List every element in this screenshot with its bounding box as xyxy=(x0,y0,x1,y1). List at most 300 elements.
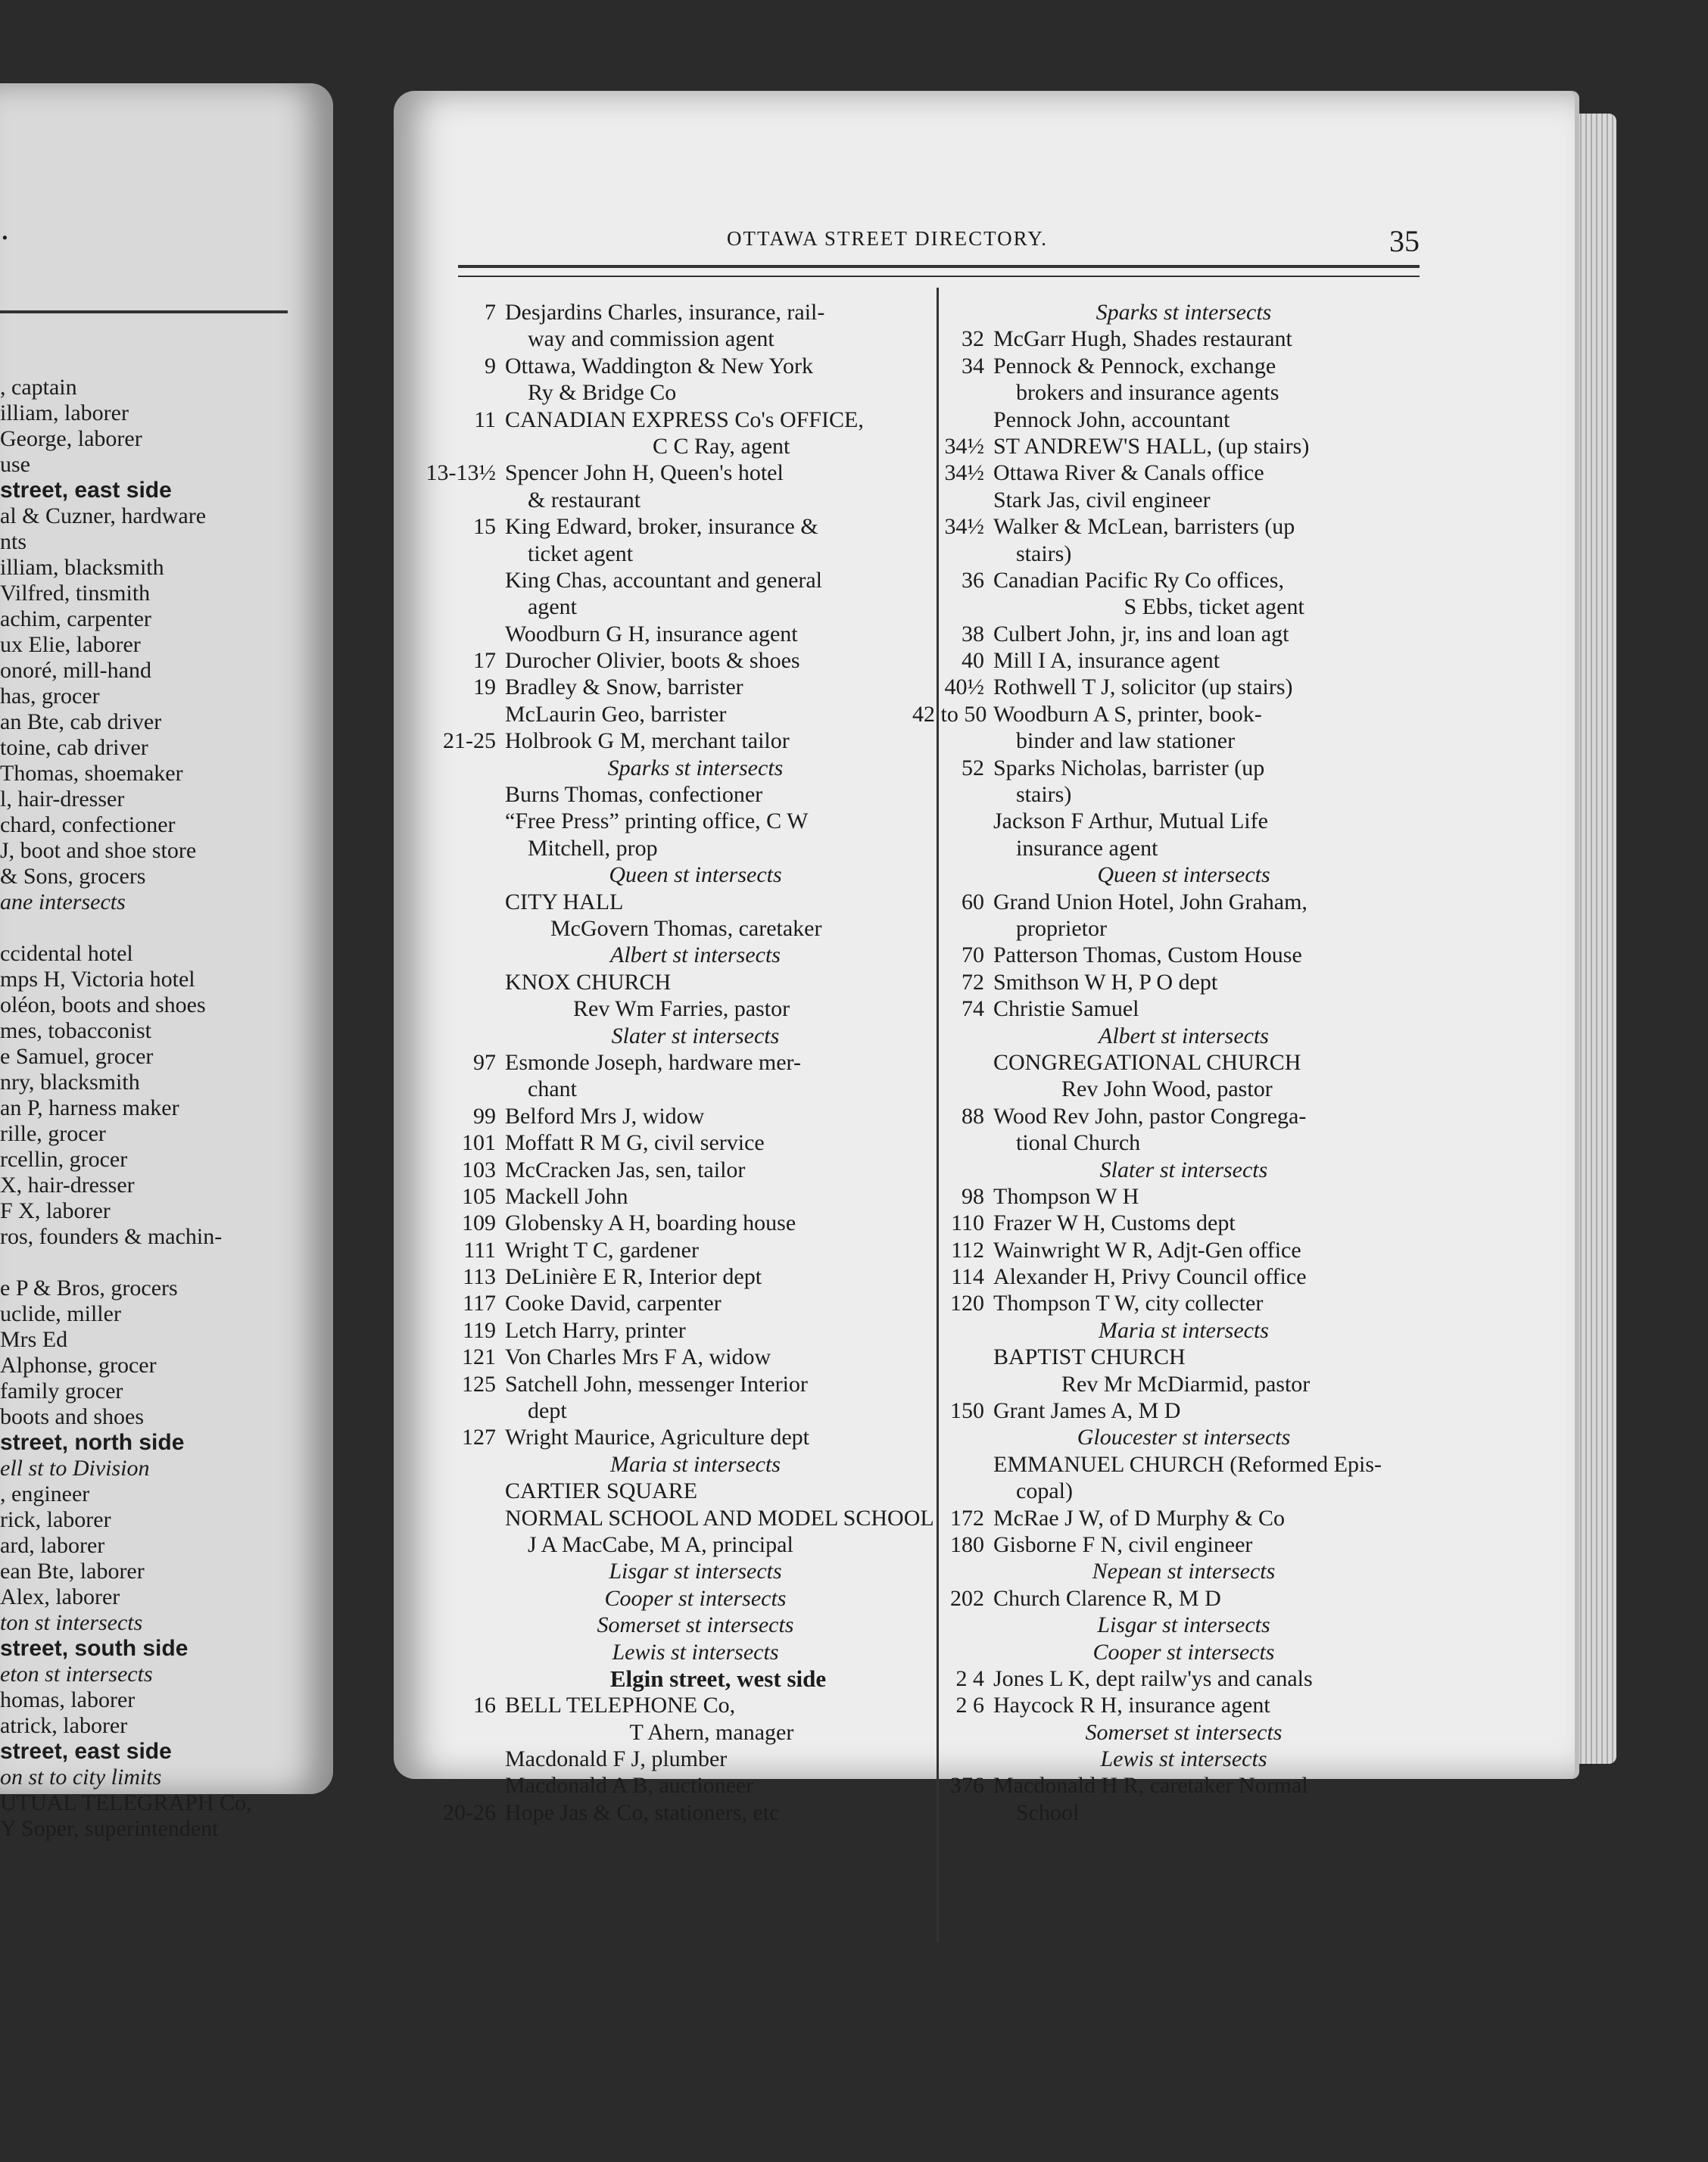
directory-entry xyxy=(912,326,1420,352)
entry-text: dept xyxy=(505,1398,567,1424)
left-fragment-line: rcellin, grocer xyxy=(0,1147,128,1172)
entry-text: “Free Press” printing office, C W xyxy=(505,808,809,834)
directory-entry xyxy=(912,513,1420,540)
directory-entry xyxy=(912,487,1420,513)
house-number: 180 xyxy=(950,1531,984,1557)
left-fragment-line: uclide, miller xyxy=(0,1301,121,1326)
house-number xyxy=(912,1076,993,1102)
entry-text: Satchell John, messenger Interior xyxy=(505,1371,808,1397)
left-fragment-line: rick, laborer xyxy=(0,1507,111,1532)
house-number: 34 xyxy=(962,353,984,379)
entry-text: Canadian Pacific Ry Co offices, xyxy=(993,567,1284,593)
house-number xyxy=(912,1023,993,1049)
directory-entry xyxy=(912,1665,1420,1692)
directory-entry xyxy=(424,1692,931,1718)
entry-text: Ry & Bridge Co xyxy=(505,380,677,406)
entry-text: BAPTIST CHURCH xyxy=(993,1344,1186,1370)
house-number xyxy=(912,1424,993,1450)
entry-text: Lewis st intersects xyxy=(612,1639,779,1665)
directory-entry xyxy=(912,755,1420,781)
house-number: 16 xyxy=(473,1693,496,1718)
left-fragment-line: George, laborer xyxy=(0,426,142,451)
house-number: 7 xyxy=(485,300,496,325)
entry-text: agent xyxy=(505,594,577,620)
house-number: 103 xyxy=(462,1157,496,1182)
entry-text: Hope Jas & Co, stationers, etc xyxy=(505,1799,780,1825)
directory-entry xyxy=(912,593,1420,620)
left-fragment-line: J, boot and shoe store xyxy=(0,838,197,863)
house-number: 60 xyxy=(962,889,984,914)
entry-text: CARTIER SQUARE xyxy=(505,1478,698,1504)
left-fragment-line: ton st intersects xyxy=(0,1610,143,1635)
directory-entry xyxy=(912,1505,1420,1531)
directory-entry xyxy=(424,1157,931,1183)
house-number xyxy=(912,1451,993,1478)
entry-text: Sparks st intersects xyxy=(607,755,784,780)
directory-entry xyxy=(912,460,1420,486)
left-page-lines xyxy=(0,375,318,1842)
entry-text: Jones L K, dept railw'ys and canals xyxy=(993,1665,1313,1691)
directory-entry xyxy=(424,889,931,915)
directory-entry xyxy=(912,781,1420,808)
entry-text: Nepean st intersects xyxy=(1092,1559,1276,1584)
house-number xyxy=(424,593,505,620)
entry-text: Culbert John, jr, ins and loan agt xyxy=(993,621,1289,646)
house-number: 114 xyxy=(951,1264,984,1290)
house-number xyxy=(912,727,993,754)
house-number: 72 xyxy=(962,969,984,995)
left-fragment-line: ean Bte, laborer xyxy=(0,1559,145,1584)
entry-text: Cooper st intersects xyxy=(604,1585,787,1611)
house-number xyxy=(424,915,505,942)
entry-text: Ottawa, Waddington & New York xyxy=(505,353,814,379)
intersection-heading xyxy=(424,1639,931,1665)
entry-text: Elgin street, west side xyxy=(609,1665,827,1692)
directory-entry xyxy=(912,1263,1420,1290)
entry-text: insurance agent xyxy=(993,835,1158,861)
intersection-heading xyxy=(912,1157,1420,1183)
house-number: 117 xyxy=(463,1291,496,1316)
directory-entry xyxy=(424,1103,931,1129)
directory-entry xyxy=(424,1424,931,1450)
entry-text: proprietor xyxy=(993,915,1107,941)
directory-entry xyxy=(424,567,931,593)
left-fragment-line: Alphonse, grocer xyxy=(0,1353,157,1378)
house-number: 113 xyxy=(463,1264,496,1290)
entry-text: C C Ray, agent xyxy=(505,433,790,459)
house-number: 376 xyxy=(950,1773,984,1799)
entry-text: Alexander H, Privy Council office xyxy=(993,1264,1307,1290)
left-fragment-line: UTUAL TELEGRAPH Co, xyxy=(0,1790,252,1815)
intersection-heading xyxy=(912,861,1420,888)
house-number xyxy=(424,889,505,915)
entry-text: Slater st intersects xyxy=(1099,1157,1268,1182)
house-number xyxy=(424,1397,505,1424)
house-number: 112 xyxy=(951,1237,984,1263)
left-fragment-line: on st to city limits xyxy=(0,1765,162,1790)
directory-entry xyxy=(424,1397,931,1424)
entry-text: Wainwright W R, Adjt-Gen office xyxy=(993,1237,1301,1263)
directory-entry xyxy=(424,969,931,995)
left-fragment-line: family grocer xyxy=(0,1379,123,1403)
house-number: 13-13½ xyxy=(425,460,496,486)
directory-entry xyxy=(424,353,931,379)
house-number xyxy=(912,407,993,433)
house-number xyxy=(424,621,505,647)
directory-entry xyxy=(912,835,1420,861)
entry-text: Burns Thomas, confectioner xyxy=(505,782,763,808)
entry-text: Haycock R H, insurance agent xyxy=(993,1693,1270,1718)
left-column xyxy=(424,299,934,1826)
intersection-heading xyxy=(912,1317,1420,1344)
entry-text: Slater st intersects xyxy=(611,1023,780,1048)
house-number xyxy=(424,969,505,995)
house-number: 70 xyxy=(962,942,984,968)
entry-text: Grant James A, M D xyxy=(993,1398,1181,1424)
house-number xyxy=(912,1746,993,1772)
entry-text: Lisgar st intersects xyxy=(1097,1612,1270,1638)
house-number xyxy=(424,379,505,406)
directory-entry xyxy=(912,1049,1420,1076)
directory-entry xyxy=(424,915,931,942)
house-number xyxy=(424,861,505,888)
directory-entry xyxy=(424,1210,931,1236)
page-number: 35 xyxy=(1389,224,1420,258)
entry-text: Letch Harry, printer xyxy=(505,1317,686,1343)
intersection-heading xyxy=(424,1612,931,1638)
entry-text: EMMANUEL CHURCH (Reformed Epis- xyxy=(993,1451,1382,1477)
house-number xyxy=(424,1719,505,1746)
entry-text: Sparks Nicholas, barrister (up xyxy=(993,755,1265,780)
directory-entry xyxy=(424,727,931,754)
entry-text: Lisgar st intersects xyxy=(609,1559,782,1584)
entry-text: Gisborne F N, civil engineer xyxy=(993,1531,1253,1557)
entry-text: McRae J W, of D Murphy & Co xyxy=(993,1505,1285,1531)
left-fragment-line: , captain xyxy=(0,375,77,400)
entry-text: Von Charles Mrs F A, widow xyxy=(505,1344,771,1370)
entry-text: McGarr Hugh, Shades restaurant xyxy=(993,326,1292,352)
house-number xyxy=(912,1799,993,1826)
directory-entry xyxy=(424,326,931,352)
house-number xyxy=(424,433,505,460)
entry-text: Bradley & Snow, barrister xyxy=(505,674,743,700)
entry-text: School xyxy=(993,1799,1080,1825)
left-fragment-line: achim, carpenter xyxy=(0,606,151,631)
entry-text: Pennock John, accountant xyxy=(993,407,1230,432)
house-number: 42 to 50 xyxy=(912,701,987,727)
right-column xyxy=(912,299,1420,1826)
house-number: 11 xyxy=(474,407,496,432)
directory-entry xyxy=(424,460,931,486)
entry-text: J A MacCabe, M A, principal xyxy=(505,1531,793,1557)
directory-entry xyxy=(912,647,1420,674)
intersection-heading xyxy=(912,1746,1420,1772)
directory-entry xyxy=(912,433,1420,460)
entry-text: Macdonald F J, plumber xyxy=(505,1746,728,1772)
house-number: 38 xyxy=(962,621,984,646)
left-fragment-line: boots and shoes xyxy=(0,1404,144,1429)
left-fragment-line: mes, tobacconist xyxy=(0,1018,151,1043)
directory-entry xyxy=(424,1129,931,1156)
left-fragment-line: ane intersects xyxy=(0,889,126,914)
house-number xyxy=(912,915,993,942)
intersection-heading xyxy=(424,1023,931,1049)
left-fragment-line: Alex, laborer xyxy=(0,1584,120,1609)
directory-entry xyxy=(912,379,1420,406)
entry-text: Desjardins Charles, insurance, rail- xyxy=(505,300,825,325)
left-fragment-line: mps H, Victoria hotel xyxy=(0,967,195,992)
house-number xyxy=(424,326,505,352)
house-number: 99 xyxy=(473,1103,496,1129)
house-number: 125 xyxy=(462,1371,496,1397)
intersection-heading xyxy=(424,755,931,781)
directory-entry xyxy=(424,433,931,460)
directory-entry xyxy=(912,1210,1420,1236)
directory-entry xyxy=(912,995,1420,1022)
entry-text: Maria st intersects xyxy=(610,1451,781,1477)
intersection-heading xyxy=(912,1639,1420,1665)
entry-text: brokers and insurance agents xyxy=(993,380,1279,406)
house-number xyxy=(424,1558,505,1584)
street-heading xyxy=(424,1665,931,1692)
left-fragment-line xyxy=(0,915,318,941)
house-number xyxy=(424,1746,505,1772)
house-number: 109 xyxy=(462,1210,496,1236)
house-number: 15 xyxy=(473,514,496,540)
left-fragment-line: toine, cab driver xyxy=(0,735,148,760)
left-fragment-line: , engineer xyxy=(0,1481,90,1506)
house-number: 127 xyxy=(462,1425,496,1450)
directory-entry xyxy=(424,808,931,834)
directory-entry xyxy=(912,353,1420,379)
directory-entry xyxy=(912,1344,1420,1370)
house-number xyxy=(424,487,505,513)
left-fragment-line: an P, harness maker xyxy=(0,1095,179,1120)
entry-text: Macdonald A B, auctioneer xyxy=(505,1773,754,1799)
house-number xyxy=(424,835,505,861)
intersection-heading xyxy=(912,1558,1420,1584)
house-number: 105 xyxy=(462,1183,496,1209)
entry-text: Maria st intersects xyxy=(1099,1317,1269,1343)
directory-entry xyxy=(912,808,1420,834)
entry-text: CONGREGATIONAL CHURCH xyxy=(993,1049,1301,1075)
house-number xyxy=(912,1612,993,1638)
entry-text: DeLinière E R, Interior dept xyxy=(505,1264,762,1290)
house-number xyxy=(424,781,505,808)
directory-entry xyxy=(424,647,931,674)
directory-entry xyxy=(912,1692,1420,1718)
house-number: 121 xyxy=(462,1344,496,1370)
entry-text: Somerset st intersects xyxy=(597,1612,794,1638)
entry-text: way and commission agent xyxy=(505,326,775,352)
directory-entry xyxy=(912,889,1420,915)
header-rule xyxy=(458,265,1420,277)
entry-text: Smithson W H, P O dept xyxy=(993,969,1218,995)
directory-entry xyxy=(424,835,931,861)
left-fragment-line: street, south side xyxy=(0,1636,189,1661)
directory-entry xyxy=(424,1049,931,1076)
house-number: 2 4 xyxy=(955,1665,984,1691)
entry-text: Woodburn A S, printer, book- xyxy=(993,701,1262,727)
house-number xyxy=(912,1049,993,1076)
directory-entry xyxy=(912,1799,1420,1826)
left-page-fragment xyxy=(0,83,333,1841)
entry-text: T Ahern, manager xyxy=(505,1719,794,1745)
left-fragment-line: atrick, laborer xyxy=(0,1713,128,1738)
entry-text: Thompson W H xyxy=(993,1183,1139,1209)
house-number: 98 xyxy=(962,1183,984,1209)
entry-text: CANADIAN EXPRESS Co's OFFICE, xyxy=(505,407,864,432)
directory-entry xyxy=(424,299,931,326)
entry-text: KNOX CHURCH xyxy=(505,969,672,995)
left-fragment-line: ros, founders & machin- xyxy=(0,1224,223,1249)
left-fragment-line: onoré, mill-hand xyxy=(0,658,151,683)
directory-entry xyxy=(424,1317,931,1344)
directory-entry xyxy=(912,407,1420,433)
directory-entry xyxy=(424,1290,931,1316)
directory-entry xyxy=(424,487,931,513)
left-fragment-line: Vilfred, tinsmith xyxy=(0,581,151,606)
intersection-heading xyxy=(912,1612,1420,1638)
house-number xyxy=(424,1531,505,1558)
directory-entry xyxy=(424,701,931,727)
entry-text: Mitchell, prop xyxy=(505,835,658,861)
entry-text: S Ebbs, ticket agent xyxy=(993,594,1304,620)
house-number: 202 xyxy=(950,1585,984,1611)
directory-entry xyxy=(424,540,931,567)
directory-entry xyxy=(912,1772,1420,1799)
entry-text: Wright Maurice, Agriculture dept xyxy=(505,1425,809,1450)
directory-entry xyxy=(912,701,1420,727)
house-number xyxy=(912,1129,993,1156)
house-number: 32 xyxy=(962,326,984,352)
house-number xyxy=(424,755,505,781)
left-fragment-line: illiam, laborer xyxy=(0,400,129,425)
house-number: 88 xyxy=(962,1103,984,1129)
house-number xyxy=(424,1772,505,1799)
left-fragment-line: eton st intersects xyxy=(0,1662,153,1687)
directory-entry xyxy=(912,942,1420,968)
house-number xyxy=(424,1478,505,1504)
left-fragment-line: e Samuel, grocer xyxy=(0,1044,154,1069)
left-fragment-line: ell st to Division xyxy=(0,1456,150,1481)
directory-entry xyxy=(912,1290,1420,1316)
house-number xyxy=(912,1157,993,1183)
house-number xyxy=(424,1505,505,1531)
left-fragment-line: F X, laborer xyxy=(0,1198,111,1223)
intersection-heading xyxy=(424,1451,931,1478)
house-number: 34½ xyxy=(944,460,984,486)
left-fragment-line: oléon, boots and shoes xyxy=(0,992,206,1017)
left-fragment-line: illiam, blacksmith xyxy=(0,555,164,580)
entry-text: Woodburn G H, insurance agent xyxy=(505,621,798,646)
directory-entry xyxy=(912,1237,1420,1263)
left-fragment-line: has, grocer xyxy=(0,684,100,709)
entry-text: Queen st intersects xyxy=(1097,862,1270,888)
entry-text: Mill I A, insurance agent xyxy=(993,648,1220,674)
directory-entry xyxy=(424,1237,931,1263)
entry-text: Patterson Thomas, Custom House xyxy=(993,942,1302,968)
left-fragment-line: homas, laborer xyxy=(0,1687,136,1712)
entry-text: McLaurin Geo, barrister xyxy=(505,701,727,727)
directory-entry xyxy=(424,1719,931,1746)
directory-entry xyxy=(424,1344,931,1370)
house-number: 119 xyxy=(463,1317,496,1343)
house-number xyxy=(424,942,505,968)
intersection-heading xyxy=(424,861,931,888)
directory-entry xyxy=(912,674,1420,700)
house-number xyxy=(912,379,993,406)
entry-text: Durocher Olivier, boots & shoes xyxy=(505,648,800,674)
entry-text: Globensky A H, boarding house xyxy=(505,1210,796,1236)
entry-text: Mackell John xyxy=(505,1183,628,1209)
entry-text: CITY HALL xyxy=(505,889,624,914)
house-number: 120 xyxy=(950,1291,984,1316)
entry-text: Holbrook G M, merchant tailor xyxy=(505,728,790,754)
directory-entry xyxy=(912,727,1420,754)
entry-text: chant xyxy=(505,1076,577,1102)
left-fragment-line: use xyxy=(0,452,30,477)
house-number: 17 xyxy=(473,648,496,674)
house-number xyxy=(424,540,505,567)
entry-text: Frazer W H, Customs dept xyxy=(993,1210,1236,1236)
entry-text: binder and law stationer xyxy=(993,728,1236,754)
left-fragment-line: street, north side xyxy=(0,1430,185,1455)
entry-text: King Chas, accountant and general xyxy=(505,567,823,593)
entry-text: Moffatt R M G, civil service xyxy=(505,1130,765,1156)
directory-entry xyxy=(912,1478,1420,1504)
directory-entry xyxy=(424,1746,931,1772)
entry-text: Lewis st intersects xyxy=(1100,1746,1267,1772)
entry-text: Thompson T W, city collecter xyxy=(993,1291,1264,1316)
entry-text: King Edward, broker, insurance & xyxy=(505,514,818,540)
house-number: 21-25 xyxy=(443,728,496,754)
directory-entry xyxy=(912,621,1420,647)
entry-text: Wright T C, gardener xyxy=(505,1237,699,1263)
entry-text: Rev Mr McDiarmid, pastor xyxy=(993,1371,1311,1397)
running-header: OTTAWA STREET DIRECTORY. xyxy=(727,227,1048,250)
house-number xyxy=(912,1719,993,1746)
directory-entry xyxy=(424,621,931,647)
directory-entry xyxy=(912,1451,1420,1478)
entry-text: Jackson F Arthur, Mutual Life xyxy=(993,808,1268,834)
entry-text: BELL TELEPHONE Co, xyxy=(505,1693,736,1718)
entry-text: McGovern Thomas, caretaker xyxy=(505,915,822,941)
left-fragment-line xyxy=(0,1250,318,1276)
entry-text: Grand Union Hotel, John Graham, xyxy=(993,889,1307,914)
left-fragment-line: rille, grocer xyxy=(0,1121,106,1146)
house-number xyxy=(912,1317,993,1344)
left-fragment-line: l, hair-dresser xyxy=(0,787,125,812)
left-fragment-line: nry, blacksmith xyxy=(0,1070,140,1095)
directory-entry xyxy=(424,1531,931,1558)
house-number: 34½ xyxy=(944,433,984,459)
directory-entry xyxy=(912,1076,1420,1102)
entry-text: Walker & McLean, barristers (up xyxy=(993,514,1295,540)
entry-text: Ottawa River & Canals office xyxy=(993,460,1264,486)
entry-text: & restaurant xyxy=(505,487,641,512)
directory-entry xyxy=(424,1263,931,1290)
house-number: 74 xyxy=(962,996,984,1022)
entry-text: ST ANDREW'S HALL, (up stairs) xyxy=(993,433,1310,459)
house-number: 36 xyxy=(962,567,984,593)
house-number xyxy=(912,861,993,888)
house-number xyxy=(912,1558,993,1584)
entry-text: Spencer John H, Queen's hotel xyxy=(505,460,784,486)
house-number xyxy=(424,1665,505,1692)
left-fragment-line: X, hair-dresser xyxy=(0,1173,135,1198)
entry-text: Albert st intersects xyxy=(610,942,781,968)
